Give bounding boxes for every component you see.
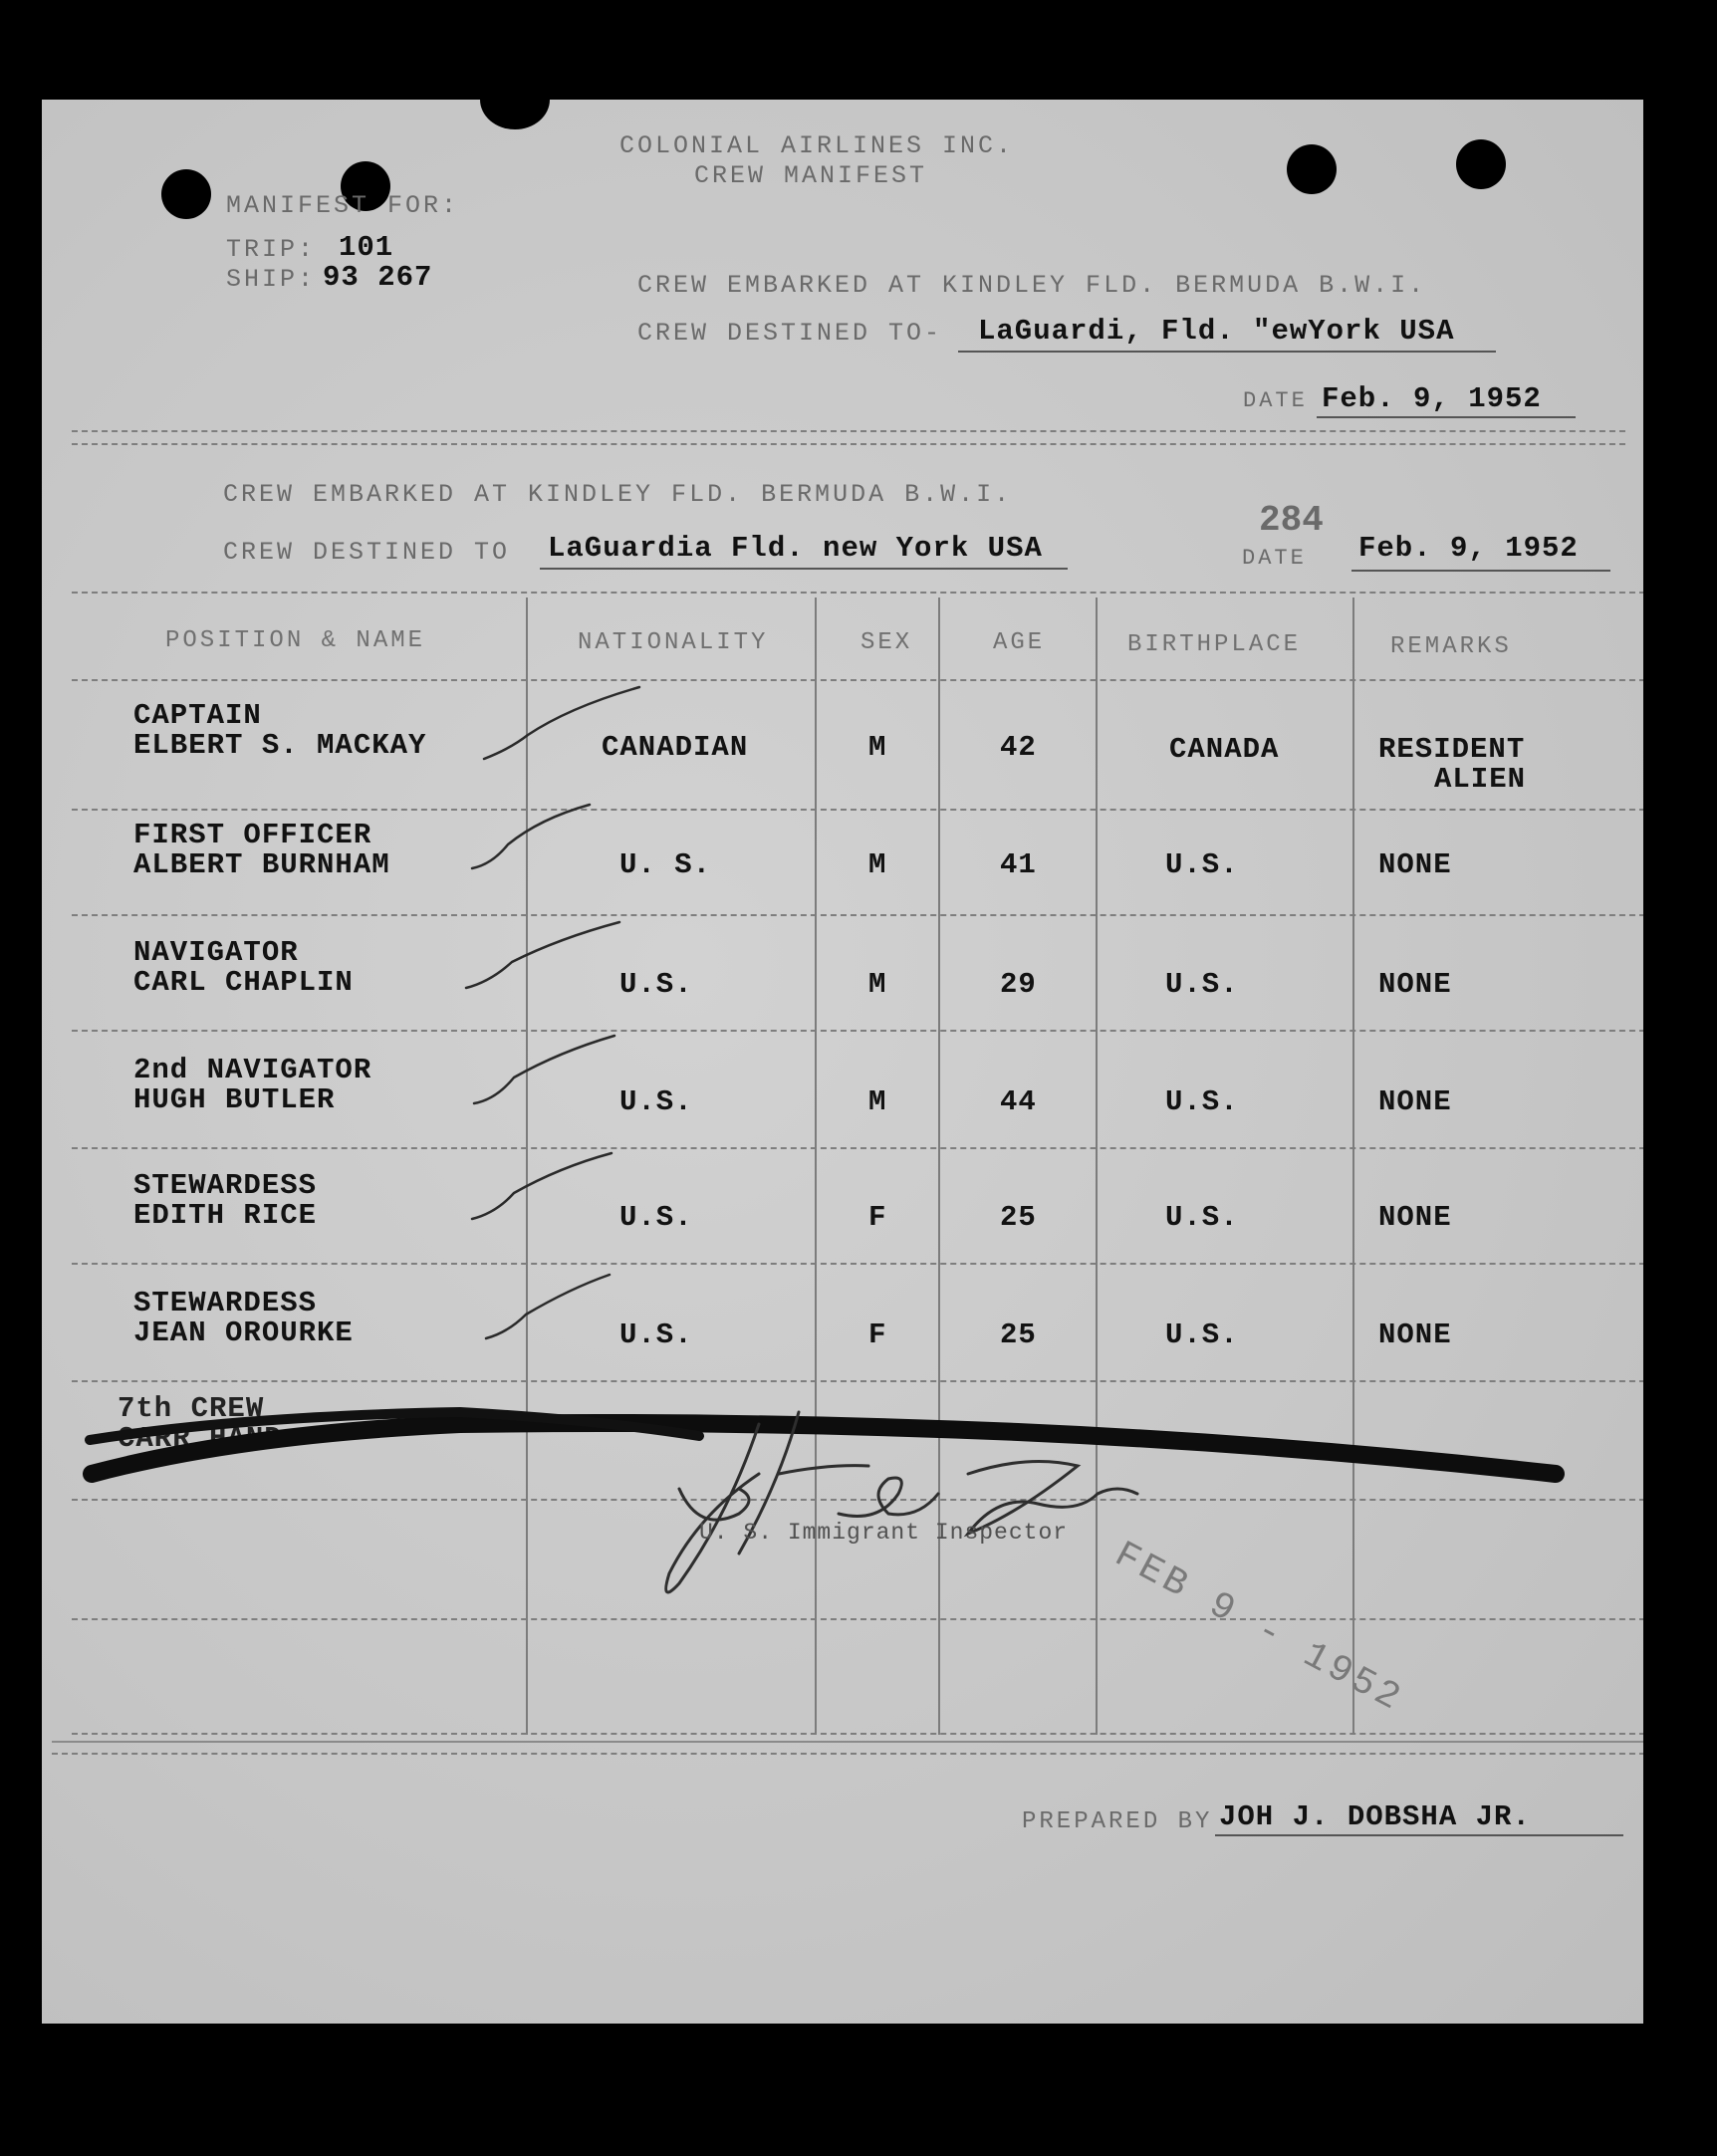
crew-sex: M — [868, 968, 887, 1001]
crew-sex: F — [868, 1201, 887, 1234]
check-mark — [484, 687, 639, 759]
crew-remarks: NONE — [1378, 1318, 1452, 1351]
inspector-title: U. S. Immigrant Inspector — [699, 1520, 1069, 1546]
crew-name: JEAN OROURKE — [133, 1317, 354, 1349]
crew-age: 25 — [1000, 1318, 1037, 1351]
crew-name: EDITH RICE — [133, 1199, 318, 1232]
trip-label: TRIP: — [226, 235, 317, 264]
crew-nationality: U.S. — [619, 1318, 693, 1351]
crew-nationality: CANADIAN — [602, 731, 749, 764]
crew-name: ALBERT BURNHAM — [133, 848, 390, 881]
crew-position: CAPTAIN — [133, 699, 262, 732]
date-value: Feb. 9, 1952 — [1358, 532, 1579, 565]
embarked-text: CREW EMBARKED AT KINDLEY FLD. BERMUDA B.W.I. — [223, 480, 1013, 509]
check-mark — [486, 1275, 610, 1338]
crew-birthplace: CANADA — [1169, 733, 1280, 766]
ship-number: 93 267 — [323, 261, 433, 294]
prepared-by-name: JOH J. DOBSHA JR. — [1219, 1800, 1531, 1833]
crew-position: NAVIGATOR — [133, 936, 299, 969]
date-value-top: Feb. 9, 1952 — [1322, 382, 1542, 415]
embarked-text-top: CREW EMBARKED AT KINDLEY FLD. BERMUDA B.W.I. — [637, 271, 1427, 300]
crew-remarks: NONE — [1378, 968, 1452, 1001]
column-header: BIRTHPLACE — [1127, 631, 1302, 658]
crew-remarks: NONE — [1378, 848, 1452, 881]
destined-value: LaGuardia Fld. new York USA — [548, 532, 1043, 565]
crew-nationality: U.S. — [619, 968, 693, 1001]
column-header: AGE — [993, 629, 1046, 656]
column-header: POSITION & NAME — [165, 627, 426, 654]
crew-nationality: U. S. — [619, 848, 712, 881]
crew-sex: M — [868, 1085, 887, 1118]
document-title: CREW MANIFEST — [694, 161, 928, 190]
crew-age: 42 — [1000, 731, 1037, 764]
destined-value-top: LaGuardi, Fld. "ewYork USA — [978, 315, 1455, 348]
crew-sex: M — [868, 848, 887, 881]
date-label-top: DATE — [1243, 388, 1308, 413]
crew-name: CARL CHAPLIN — [133, 966, 354, 999]
crew-age: 44 — [1000, 1085, 1037, 1118]
prepared-by-label: PREPARED BY — [1022, 1808, 1213, 1835]
crew-birthplace: U.S. — [1165, 1085, 1239, 1118]
column-header: SEX — [860, 629, 913, 656]
crew-birthplace: U.S. — [1165, 1318, 1239, 1351]
destined-label: CREW DESTINED TO — [223, 538, 511, 567]
crew-name: ELBERT S. MACKAY — [133, 729, 427, 762]
crew-position: STEWARDESS — [133, 1169, 318, 1202]
crew-birthplace: U.S. — [1165, 968, 1239, 1001]
date-label: DATE — [1242, 546, 1307, 571]
date-stamp: FEB 9 - 1952 — [1106, 1534, 1411, 1722]
struck-position: 7th CREW — [118, 1392, 265, 1425]
crew-remarks: NONE — [1378, 1085, 1452, 1118]
company-name: COLONIAL AIRLINES INC. — [619, 131, 1015, 160]
crew-sex: M — [868, 731, 887, 764]
crew-name: HUGH BUTLER — [133, 1083, 336, 1116]
manifest-number: 284 — [1259, 500, 1324, 541]
check-mark — [472, 805, 590, 868]
check-mark — [466, 922, 619, 988]
crew-nationality: U.S. — [619, 1201, 693, 1234]
column-header: NATIONALITY — [578, 629, 769, 656]
crew-nationality: U.S. — [619, 1085, 693, 1118]
crew-age: 41 — [1000, 848, 1037, 881]
crew-birthplace: U.S. — [1165, 848, 1239, 881]
crew-age: 29 — [1000, 968, 1037, 1001]
check-mark — [474, 1036, 614, 1103]
crew-position: 2nd NAVIGATOR — [133, 1054, 372, 1086]
column-header: REMARKS — [1390, 633, 1512, 660]
crew-remarks: RESIDENT — [1378, 733, 1526, 766]
crew-birthplace: U.S. — [1165, 1201, 1239, 1234]
crew-position: FIRST OFFICER — [133, 819, 372, 851]
crew-position: STEWARDESS — [133, 1287, 318, 1319]
crew-remarks: NONE — [1378, 1201, 1452, 1234]
manifest-page — [42, 100, 1643, 2024]
destined-label-top: CREW DESTINED TO- — [637, 319, 943, 348]
prepared-by-underline — [1215, 1834, 1623, 1836]
check-mark — [472, 1153, 612, 1219]
manifest-for-label: MANIFEST FOR: — [226, 191, 460, 220]
crew-remarks-line2: ALIEN — [1434, 763, 1527, 796]
trip-number: 101 — [339, 231, 394, 264]
struck-name: CARR HAND — [118, 1422, 283, 1455]
annotation-overlay — [42, 100, 1643, 2024]
crew-age: 25 — [1000, 1201, 1037, 1234]
crew-sex: F — [868, 1318, 887, 1351]
ship-label: SHIP: — [226, 265, 317, 294]
